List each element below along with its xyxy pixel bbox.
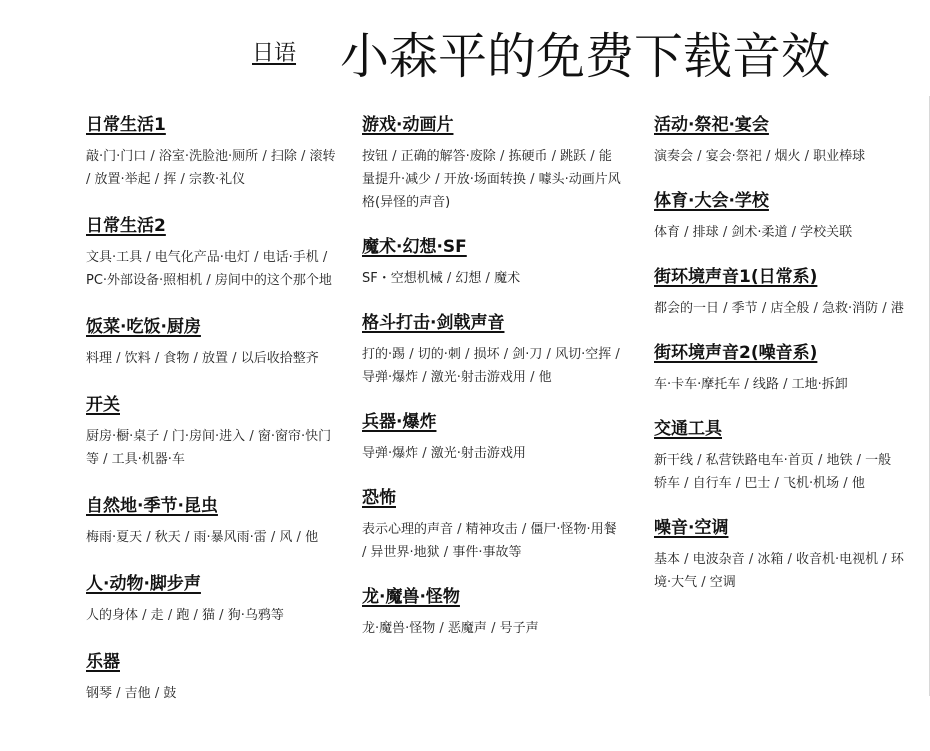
subcategory-link[interactable]: 巴士: [744, 476, 771, 491]
separator: /: [202, 273, 215, 288]
subcategory-list: [86, 604, 336, 627]
category-title-link[interactable]: 自然地·季节·昆虫: [86, 496, 218, 516]
separator: /: [719, 301, 732, 316]
subcategory-link[interactable]: 文具·工具: [86, 250, 143, 265]
separator: /: [693, 453, 706, 468]
subcategory-link[interactable]: 自行车: [692, 476, 732, 491]
subcategory-link[interactable]: 雨·暴风雨·雷: [193, 530, 267, 545]
category-section: [362, 232, 622, 290]
subcategory-link[interactable]: 激光·射击游戏用: [430, 370, 526, 385]
category-section: [86, 491, 336, 549]
subcategory-list: [86, 425, 336, 471]
subcategory-list: [654, 221, 904, 244]
separator: /: [486, 621, 500, 636]
separator: /: [142, 250, 155, 265]
separator: /: [778, 377, 792, 392]
subcategory-link[interactable]: 精神攻击: [465, 522, 518, 537]
subcategory-list: [362, 442, 622, 465]
separator: /: [495, 149, 509, 164]
separator: /: [586, 149, 599, 164]
subcategory-link[interactable]: 食物: [163, 351, 190, 366]
subcategory-link[interactable]: 电气化产品·电灯: [154, 250, 250, 265]
separator: /: [761, 149, 775, 164]
subcategory-list: [362, 343, 622, 389]
separator: /: [405, 347, 418, 362]
separator: /: [86, 172, 95, 187]
subcategory-list: [86, 682, 336, 705]
subcategory-list: [654, 373, 904, 396]
subcategory-link[interactable]: 他: [305, 530, 319, 545]
separator: /: [611, 347, 620, 362]
subcategory-link[interactable]: 跑: [176, 608, 190, 623]
subcategory-link[interactable]: 排球: [692, 225, 719, 240]
category-title-link[interactable]: 开关: [86, 395, 120, 415]
separator: /: [439, 545, 453, 560]
separator: /: [150, 351, 164, 366]
separator: /: [680, 476, 693, 491]
subcategory-link[interactable]: 门·房间·进入: [171, 429, 246, 444]
site-title: 小森平的免费下载音效: [340, 28, 831, 85]
subcategory-link[interactable]: 梅雨·夏天: [86, 530, 143, 545]
separator: /: [292, 530, 306, 545]
separator: /: [189, 351, 203, 366]
subcategory-link[interactable]: 都会的一日: [654, 301, 720, 316]
separator: /: [680, 225, 693, 240]
subcategory-link[interactable]: 学校关联: [800, 225, 853, 240]
subcategory-link[interactable]: 体育: [654, 225, 681, 240]
subcategory-link[interactable]: 一般轿车: [654, 453, 892, 491]
subcategory-link[interactable]: 损坏: [473, 347, 500, 362]
subcategory-link[interactable]: 港: [890, 301, 904, 316]
subcategory-link[interactable]: 僵尸·怪物·用餐: [530, 522, 617, 537]
subcategory-link[interactable]: 能量提升·减少: [362, 149, 612, 187]
subcategory-list: [86, 145, 336, 191]
subcategory-list: [86, 526, 336, 549]
subcategory-list: [362, 145, 622, 214]
subcategory-link[interactable]: 按钮: [362, 149, 389, 164]
category-section: [362, 110, 622, 214]
subcategory-link[interactable]: 鼓: [163, 686, 177, 701]
subcategory-list: [362, 518, 622, 564]
separator: /: [266, 530, 280, 545]
subcategory-link[interactable]: 店全般: [770, 301, 810, 316]
separator: /: [757, 301, 771, 316]
separator: /: [525, 172, 539, 187]
subcategory-link[interactable]: 宗教·礼仪: [188, 172, 246, 187]
subcategory-link[interactable]: 剑·刀: [512, 347, 543, 362]
separator: /: [481, 271, 495, 286]
separator: /: [770, 476, 784, 491]
subcategory-link[interactable]: 异世界·地狱: [370, 545, 440, 560]
category-section: [654, 186, 904, 244]
subcategory-link[interactable]: 工地·拆卸: [791, 377, 848, 392]
category-column-1: [86, 110, 336, 725]
subcategory-link[interactable]: 导弹·爆炸: [362, 370, 419, 385]
separator: /: [525, 370, 539, 385]
category-title-link[interactable]: 日常生活2: [86, 216, 166, 236]
category-column-2: [362, 110, 622, 658]
subcategory-link[interactable]: 收音机·电视机: [796, 552, 879, 567]
subcategory-link[interactable]: 新干线: [654, 453, 694, 468]
subcategory-link[interactable]: 地铁: [826, 453, 853, 468]
subcategory-link[interactable]: 烟火: [774, 149, 801, 164]
separator: /: [362, 545, 371, 560]
subcategory-list: [362, 617, 622, 640]
separator: /: [258, 149, 271, 164]
category-section: [86, 569, 336, 627]
separator: /: [189, 608, 203, 623]
subcategory-link[interactable]: 演奏会: [654, 149, 694, 164]
category-title-link[interactable]: 噪音·空调: [654, 518, 729, 538]
separator: /: [112, 686, 125, 701]
separator: /: [783, 552, 797, 567]
subcategory-list: [654, 145, 904, 168]
separator: /: [718, 225, 732, 240]
subcategory-link[interactable]: 表示心理的声音: [362, 522, 454, 537]
separator: /: [499, 347, 513, 362]
separator: /: [460, 347, 474, 362]
category-section: [362, 582, 622, 640]
category-title-link[interactable]: 交通工具: [654, 419, 722, 439]
category-column-3: [654, 110, 904, 612]
category-title-link[interactable]: 兵器·爆炸: [362, 412, 437, 432]
subcategory-link[interactable]: 打的·踢: [362, 347, 406, 362]
category-section: [362, 308, 622, 389]
category-title-link[interactable]: 体育·大会·学校: [654, 191, 769, 211]
separator: /: [138, 608, 151, 623]
category-section: [654, 262, 904, 320]
separator: /: [99, 452, 112, 467]
category-section: [86, 647, 336, 705]
separator: /: [435, 621, 448, 636]
separator: /: [388, 149, 401, 164]
subcategory-link[interactable]: 猫: [202, 608, 216, 623]
subcategory-link[interactable]: 厨房·橱·桌子: [86, 429, 160, 444]
subcategory-link[interactable]: 浴室·洗脸池·厕所: [158, 149, 259, 164]
separator: /: [418, 446, 431, 461]
separator: /: [142, 530, 155, 545]
subcategory-link[interactable]: 扫除: [270, 149, 297, 164]
separator: /: [813, 453, 827, 468]
separator: /: [150, 686, 164, 701]
separator: /: [697, 575, 710, 590]
subcategory-link[interactable]: 激光·射击游戏用: [430, 446, 526, 461]
separator: /: [418, 370, 431, 385]
separator: /: [176, 172, 189, 187]
category-title-link[interactable]: 活动·祭祀·宴会: [654, 115, 769, 135]
subcategory-link[interactable]: 事件·事故等: [452, 545, 522, 560]
subcategory-link[interactable]: 人的身体: [86, 608, 139, 623]
category-section: [86, 211, 336, 292]
separator: /: [787, 225, 801, 240]
category-section: [362, 407, 622, 465]
separator: /: [852, 453, 866, 468]
category-section: [362, 483, 622, 564]
subcategory-link[interactable]: 急救·消防: [822, 301, 879, 316]
category-section: [86, 110, 336, 191]
subcategory-list: [654, 297, 904, 320]
category-title-link[interactable]: 街环境声音1(日常系): [654, 267, 818, 287]
subcategory-link[interactable]: 线路: [752, 377, 779, 392]
category-title-link[interactable]: 魔术·幻想·SF: [362, 237, 467, 257]
separator: /: [839, 476, 852, 491]
category-title-link[interactable]: 恐怖: [362, 488, 396, 508]
subcategory-link[interactable]: 走: [150, 608, 164, 623]
subcategory-list: [86, 246, 336, 292]
subcategory-link[interactable]: 宴会·祭祀: [705, 149, 762, 164]
category-section: [86, 312, 336, 370]
category-section: [654, 513, 904, 594]
subcategory-link[interactable]: 料理: [86, 351, 113, 366]
category-title-link[interactable]: 游戏·动画片: [362, 115, 454, 135]
subcategory-link[interactable]: 私营铁路电车·首页: [705, 453, 814, 468]
category-section: [654, 414, 904, 495]
subcategory-link[interactable]: 滚转: [309, 149, 336, 164]
subcategory-link[interactable]: 开放·场面转换: [443, 172, 526, 187]
subcategory-link[interactable]: SF・空想机械: [362, 271, 443, 286]
separator: /: [318, 250, 328, 265]
subcategory-link[interactable]: 幻想: [455, 271, 482, 286]
subcategory-link[interactable]: 环境·大气: [654, 552, 904, 590]
subcategory-link[interactable]: 房间中的这个那个地: [214, 273, 332, 288]
subcategory-link[interactable]: 噱头·动画片风格(异怪的声音): [362, 172, 621, 210]
category-section: [86, 390, 336, 471]
subcategory-link[interactable]: 季节: [731, 301, 758, 316]
separator: /: [163, 608, 177, 623]
category-title-link[interactable]: 饭菜·吃饭·厨房: [86, 317, 201, 337]
subcategory-link[interactable]: 吉他: [124, 686, 151, 701]
separator: /: [547, 149, 561, 164]
subcategory-link[interactable]: 敲·门·门口: [86, 149, 147, 164]
subcategory-link[interactable]: 车·卡车·摩托车: [654, 377, 741, 392]
separator: /: [809, 301, 823, 316]
subcategory-link[interactable]: 以后收拾整齐: [240, 351, 319, 366]
separator: /: [249, 250, 263, 265]
subcategory-link[interactable]: 恶魔声: [447, 621, 487, 636]
subcategory-list: [362, 267, 622, 290]
category-section: [654, 338, 904, 396]
subcategory-link[interactable]: PC·外部设备·照相机: [86, 273, 203, 288]
category-section: [654, 110, 904, 168]
separator: /: [878, 301, 891, 316]
separator: /: [442, 271, 456, 286]
separator: /: [542, 347, 556, 362]
subcategory-link[interactable]: 飞机·机场: [783, 476, 840, 491]
subcategory-link[interactable]: 电话·手机: [262, 250, 319, 265]
separator: /: [228, 351, 241, 366]
subcategory-link[interactable]: 号子声: [499, 621, 539, 636]
subcategory-link[interactable]: 风切·空挥: [555, 347, 612, 362]
subcategory-link[interactable]: 放置·举起: [94, 172, 151, 187]
separator: /: [150, 172, 164, 187]
separator: /: [800, 149, 814, 164]
subcategory-link[interactable]: 他: [851, 476, 865, 491]
separator: /: [744, 552, 758, 567]
separator: /: [680, 552, 693, 567]
subcategory-link[interactable]: 龙·魔兽·怪物: [362, 621, 436, 636]
subcategory-link[interactable]: 挥: [163, 172, 177, 187]
subcategory-list: [86, 347, 336, 370]
separator: /: [112, 351, 125, 366]
category-title-link[interactable]: 日常生活1: [86, 115, 166, 135]
subcategory-list: [654, 449, 904, 495]
subcategory-link[interactable]: 他: [538, 370, 552, 385]
separator: /: [878, 552, 891, 567]
category-title-link[interactable]: 街环境声音2(噪音系): [654, 343, 818, 363]
separator: /: [180, 530, 194, 545]
subcategory-link[interactable]: 风: [279, 530, 293, 545]
subcategory-link[interactable]: 切的·刺: [417, 347, 461, 362]
separator: /: [740, 377, 753, 392]
separator: /: [693, 149, 706, 164]
separator: /: [517, 522, 531, 537]
subcategory-link[interactable]: 工具·机器·车: [111, 452, 185, 467]
subcategory-link[interactable]: 导弹·爆炸: [362, 446, 419, 461]
subcategory-link[interactable]: 秋天: [154, 530, 181, 545]
subcategory-link[interactable]: 钢琴: [86, 686, 113, 701]
category-title-link[interactable]: 格斗打击·剑戟声音: [362, 313, 505, 333]
separator: /: [159, 429, 172, 444]
separator: /: [731, 476, 745, 491]
subcategory-link[interactable]: 职业棒球: [813, 149, 866, 164]
subcategory-link[interactable]: 跳跃: [560, 149, 587, 164]
subcategory-link[interactable]: 放置: [202, 351, 229, 366]
subcategory-link[interactable]: 基本: [654, 552, 681, 567]
language-link[interactable]: 日语: [252, 41, 297, 66]
subcategory-link[interactable]: 正确的解答·废除: [400, 149, 496, 164]
subcategory-link[interactable]: 魔术: [494, 271, 521, 286]
subcategory-link[interactable]: 冰箱: [757, 552, 784, 567]
category-title-link[interactable]: 乐器: [86, 652, 120, 672]
subcategory-link[interactable]: 电波杂音: [692, 552, 745, 567]
separator: /: [245, 429, 258, 444]
separator: /: [215, 608, 228, 623]
subcategory-link[interactable]: 狗·乌鸦等: [227, 608, 284, 623]
subcategory-link[interactable]: 窗·窗帘·快门等: [86, 429, 332, 467]
subcategory-link[interactable]: 饮料: [124, 351, 151, 366]
subcategory-link[interactable]: 空调: [709, 575, 736, 590]
separator: /: [146, 149, 159, 164]
category-title-link[interactable]: 龙·魔兽·怪物: [362, 587, 460, 607]
subcategory-link[interactable]: 剑术·柔道: [731, 225, 788, 240]
subcategory-link[interactable]: 拣硬币: [508, 149, 548, 164]
separator: /: [431, 172, 444, 187]
separator: /: [296, 149, 310, 164]
category-title-link[interactable]: 人·动物·脚步声: [86, 574, 201, 594]
subcategory-list: [654, 548, 904, 594]
separator: /: [453, 522, 466, 537]
